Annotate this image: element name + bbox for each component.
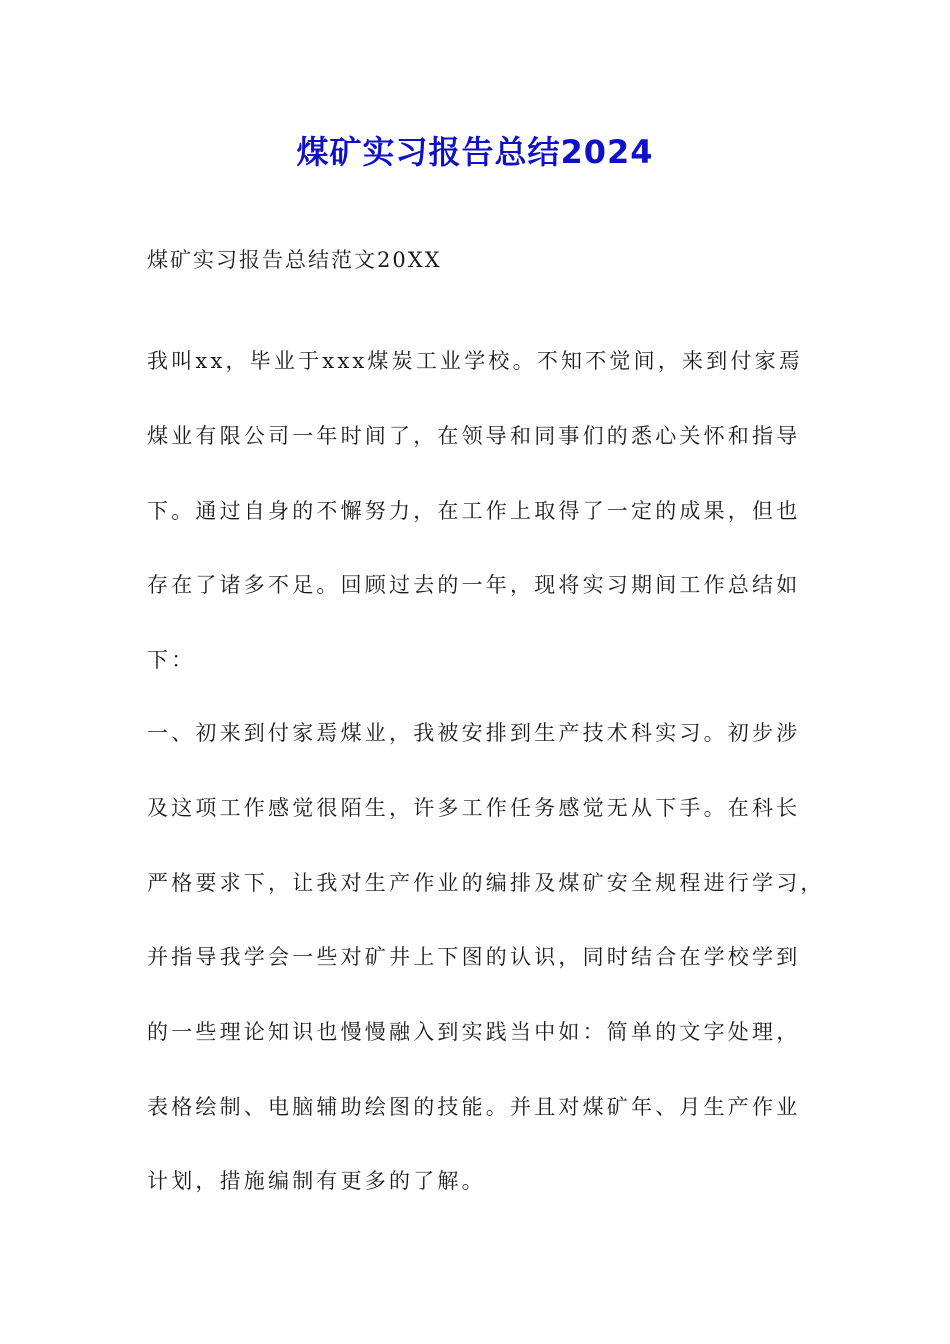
paragraph-line: 的一些理论知识也慢慢融入到实践当中如：简单的文字处理， (147, 1020, 801, 1044)
paragraph-line: 我叫xx，毕业于xxx煤炭工业学校。不知不觉间，来到付家焉 (147, 349, 804, 373)
paragraph-line: 表格绘制、电脑辅助绘图的技能。并且对煤矿年、月生产作业 (147, 1095, 801, 1119)
paragraph-line: 并指导我学会一些对矿井上下图的认识，同时结合在学校学到 (147, 945, 801, 969)
paragraph-line: 严格要求下，让我对生产作业的编排及煤矿安全规程进行学习， (147, 871, 825, 895)
document-title: 煤矿实习报告总结2024 (296, 133, 654, 171)
document-subtitle: 煤矿实习报告总结范文20XX (147, 248, 442, 272)
paragraph-line: 存在了诸多不足。回顾过去的一年，现将实习期间工作总结如 (147, 573, 801, 597)
paragraph-line: 下。通过自身的不懈努力，在工作上取得了一定的成果，但也 (147, 499, 801, 523)
paragraph-line: 煤业有限公司一年时间了，在领导和同事们的悉心关怀和指导 (147, 424, 801, 448)
paragraph-line: 计划，措施编制有更多的了解。 (147, 1169, 486, 1193)
paragraph-line: 下： (147, 648, 196, 672)
paragraph-line: 及这项工作感觉很陌生，许多工作任务感觉无从下手。在科长 (147, 796, 801, 820)
paragraph-line: 一、初来到付家焉煤业，我被安排到生产技术科实习。初步涉 (147, 721, 801, 745)
